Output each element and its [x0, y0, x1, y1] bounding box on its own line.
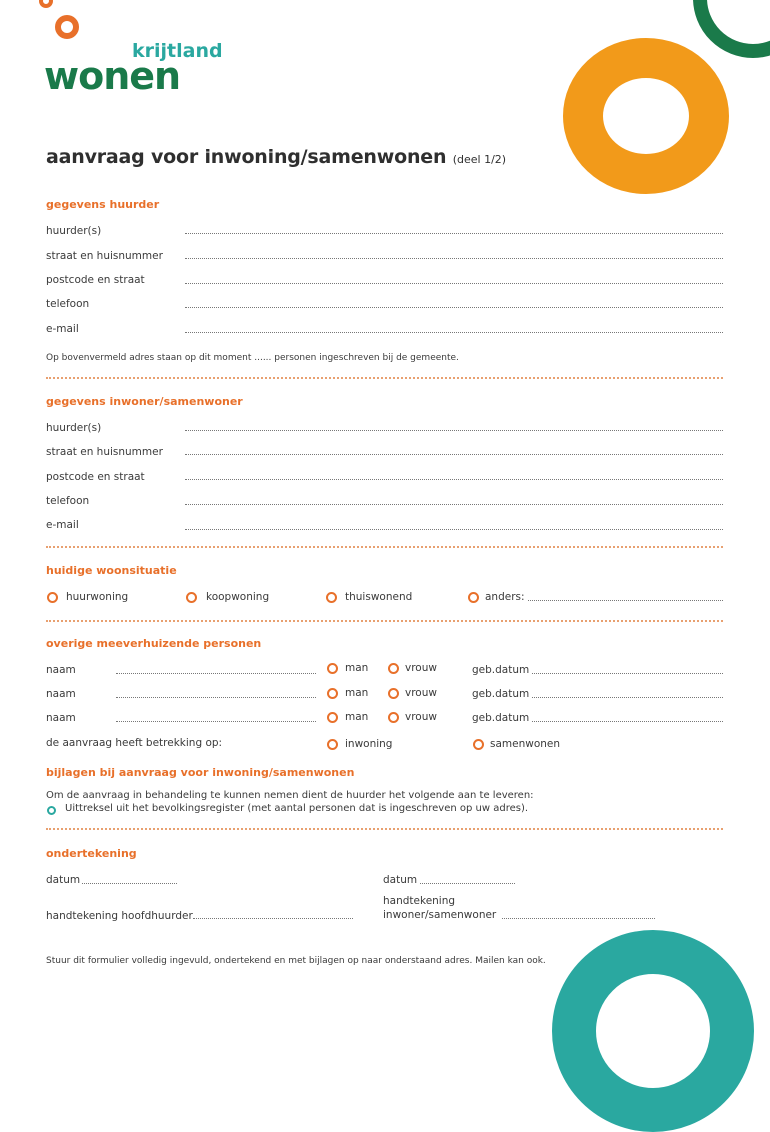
person-name-input[interactable] [116, 673, 316, 674]
page-title-main: aanvraag voor inwoning/samenwonen [46, 146, 447, 168]
huurder-field-label: telefoon [46, 298, 90, 310]
radio-anders[interactable] [468, 592, 479, 603]
person-name-input[interactable] [116, 721, 316, 722]
person-name-label: naam [46, 712, 76, 724]
bijlagen-item: Uittreksel uit het bevolkingsregister (met aantal personen dat is ingeschreven op uw adres). [65, 803, 529, 814]
huurder-field-input[interactable] [185, 233, 723, 234]
person-name-label: naam [46, 664, 76, 676]
person-name-label: naam [46, 688, 76, 700]
logo-brand-top: krijtland [132, 40, 223, 62]
logo-dot-small [39, 0, 53, 8]
inwoner-field-input[interactable] [185, 430, 723, 431]
datum-left-label: datum [46, 874, 81, 886]
geb-datum-label: geb.datum [472, 712, 530, 724]
geb-datum-label: geb.datum [472, 688, 530, 700]
huurder-field-label: postcode en straat [46, 274, 145, 286]
radio-man[interactable] [327, 688, 338, 699]
page-title-sub: (deel 1/2) [452, 153, 507, 166]
geb-datum-label: geb.datum [472, 664, 530, 676]
huurder-note-after: personen ingeschreven bij de gemeente. [274, 353, 459, 363]
sign-right-label-1: handtekening [383, 895, 456, 907]
huurder-field-input[interactable] [185, 332, 723, 333]
person-name-input[interactable] [116, 697, 316, 698]
sign-left-input[interactable] [193, 918, 353, 919]
section-divider [46, 620, 723, 622]
option-anders: anders: [485, 591, 525, 603]
section-heading-ondertekening: ondertekening [46, 847, 137, 860]
option-samenwonen: samenwonen [490, 738, 561, 750]
datum-right-input[interactable] [420, 883, 515, 884]
huurder-field-input[interactable] [185, 283, 723, 284]
huurder-field-label: straat en huisnummer [46, 250, 163, 262]
inwoner-field-label: e-mail [46, 519, 79, 531]
green-ring-decoration [693, 0, 770, 58]
inwoner-field-label: huurder(s) [46, 422, 102, 434]
geb-datum-input[interactable] [532, 697, 723, 698]
radio-samenwonen[interactable] [473, 739, 484, 750]
logo [36, 0, 236, 110]
bullet-icon [47, 806, 56, 815]
radio-vrouw[interactable] [388, 712, 399, 723]
radio-vrouw[interactable] [388, 688, 399, 699]
inwoner-field-label: postcode en straat [46, 471, 145, 483]
sign-right-label-2: inwoner/samenwoner [383, 909, 497, 921]
section-heading-bijlagen: bijlagen bij aanvraag voor inwoning/samenwonen [46, 766, 355, 779]
huurder-field-label: huurder(s) [46, 225, 102, 237]
option-koopwoning: koopwoning [206, 591, 270, 603]
option-huurwoning: huurwoning [66, 591, 129, 603]
radio-koopwoning[interactable] [186, 592, 197, 603]
option-man: man [345, 711, 369, 723]
huurder-note-blank[interactable]: ...... [254, 353, 272, 363]
page-title [46, 146, 506, 168]
huurder-field-input[interactable] [185, 258, 723, 259]
section-heading-inwoner: gegevens inwoner/samenwoner [46, 395, 243, 408]
inwoner-field-input[interactable] [185, 454, 723, 455]
radio-huurwoning[interactable] [47, 592, 58, 603]
geb-datum-input[interactable] [532, 673, 723, 674]
option-vrouw: vrouw [405, 711, 437, 723]
anders-input[interactable] [528, 600, 723, 601]
section-heading-personen: overige meeverhuizende personen [46, 637, 262, 650]
orange-ring-decoration [563, 38, 729, 194]
huurder-field-input[interactable] [185, 307, 723, 308]
option-man: man [345, 662, 369, 674]
option-vrouw: vrouw [405, 662, 437, 674]
inwoner-field-input[interactable] [185, 479, 723, 480]
logo-dot-large [55, 15, 79, 39]
option-inwoning: inwoning [345, 738, 393, 750]
radio-man[interactable] [327, 712, 338, 723]
radio-inwoning[interactable] [327, 739, 338, 750]
option-thuiswonend: thuiswonend [345, 591, 413, 603]
huurder-note-before: Op bovenvermeld adres staan op dit moment [46, 353, 252, 363]
bijlagen-intro: Om de aanvraag in behandeling te kunnen nemen dient de huurder het volgende aan te leveren: [46, 790, 534, 801]
option-vrouw: vrouw [405, 687, 437, 699]
inwoner-field-label: straat en huisnummer [46, 446, 163, 458]
geb-datum-input[interactable] [532, 721, 723, 722]
section-heading-huurder: gegevens huurder [46, 198, 160, 211]
option-man: man [345, 687, 369, 699]
inwoner-field-input[interactable] [185, 504, 723, 505]
radio-vrouw[interactable] [388, 663, 399, 674]
radio-thuiswonend[interactable] [326, 592, 337, 603]
section-divider [46, 546, 723, 548]
inwoner-field-label: telefoon [46, 495, 90, 507]
sign-left-label: handtekening hoofdhuurder [46, 910, 193, 922]
logo-brand-main: wonen [44, 54, 181, 98]
datum-left-input[interactable] [82, 883, 177, 884]
betrekking-label: de aanvraag heeft betrekking op: [46, 737, 223, 749]
section-divider [46, 377, 723, 379]
section-divider [46, 828, 723, 830]
datum-right-label: datum [383, 874, 418, 886]
sign-right-input[interactable] [502, 918, 655, 919]
huurder-note [46, 353, 459, 363]
footer-note: Stuur dit formulier volledig ingevuld, ondertekend en met bijlagen op naar onderstaand adres. Mailen kan ook. [46, 956, 546, 966]
section-heading-woonsituatie: huidige woonsituatie [46, 564, 177, 577]
radio-man[interactable] [327, 663, 338, 674]
teal-ring-decoration [552, 930, 754, 1132]
inwoner-field-input[interactable] [185, 529, 723, 530]
huurder-field-label: e-mail [46, 323, 79, 335]
